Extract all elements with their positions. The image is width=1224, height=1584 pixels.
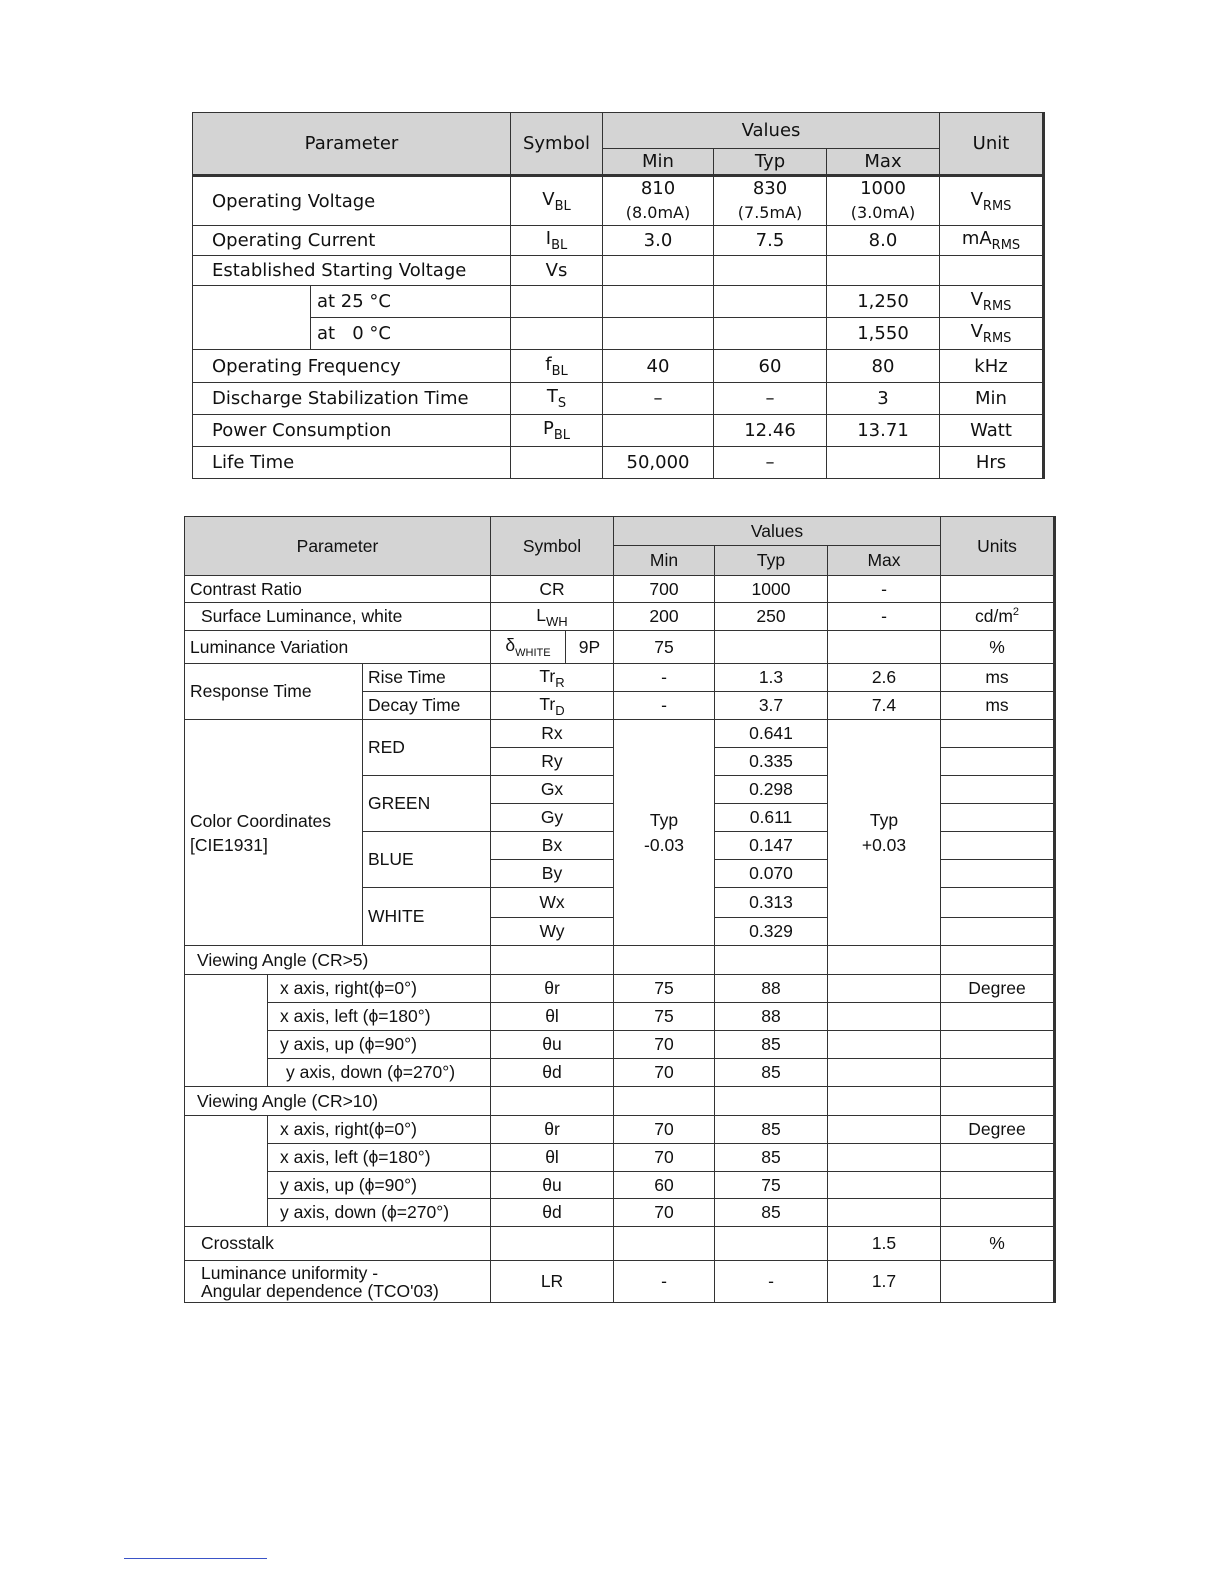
symbol-cell-2: 9P <box>566 631 614 664</box>
table-row <box>193 350 1044 383</box>
min-cell: 75 <box>614 1003 715 1031</box>
param-cell: Life Time <box>193 447 511 479</box>
optical-spec-table <box>184 516 1056 1303</box>
typ-cell: 250 <box>715 603 828 631</box>
typ-cell: 0.298 <box>715 776 828 804</box>
typ-cell: 12.46 <box>714 415 827 447</box>
param-cell: Power Consumption <box>193 415 511 447</box>
header-min: Min <box>614 546 715 576</box>
max-cell: - <box>828 576 941 603</box>
unit-cell: kHz <box>940 350 1044 383</box>
param-cell: Luminance uniformity - Angular dependence (TCO'03) <box>185 1261 491 1303</box>
angle-label: x axis, left (ϕ=180°) <box>268 1144 491 1172</box>
max-cell: 1,250 <box>827 286 940 318</box>
table-row <box>185 720 1055 748</box>
header-symbol: Symbol <box>491 517 614 576</box>
unit-cell: % <box>941 1227 1055 1261</box>
max-cell: 1,550 <box>827 318 940 350</box>
table-row <box>193 383 1044 415</box>
unit-cell: $V_{RMS}$ <box>940 318 1044 350</box>
angle-label: x axis, left (ϕ=180°) <box>268 1003 491 1031</box>
table-row <box>185 603 1055 631</box>
table-row <box>185 1087 1055 1116</box>
symbol-cell: Vs <box>511 256 603 286</box>
typ-cell: 1.3 <box>715 664 828 692</box>
symbol-cell: Wx <box>491 888 614 918</box>
typ-cell: 830 (7.5mA) <box>714 176 827 226</box>
header-parameter: Parameter <box>185 517 491 576</box>
typ-cell: 0.611 <box>715 804 828 832</box>
table-row <box>185 664 1055 692</box>
symbol-cell: Wy <box>491 918 614 946</box>
param-cell: Response Time <box>185 664 363 720</box>
symbol-cell: θu <box>491 1172 614 1199</box>
param-cell: Operating Voltage <box>193 176 511 226</box>
unit-cell: $mA_{RMS}$ <box>940 226 1044 256</box>
param-cell: Crosstalk <box>185 1227 491 1261</box>
angle-label: y axis, up (ϕ=90°) <box>268 1031 491 1059</box>
typ-cell: 75 <box>715 1172 828 1199</box>
table-row <box>193 447 1044 479</box>
color-group-blue: BLUE <box>363 832 491 888</box>
table-row <box>185 1199 1055 1227</box>
min-cell: 75 <box>614 975 715 1003</box>
header-symbol: Symbol <box>511 113 603 176</box>
symbol-cell: θl <box>491 1003 614 1031</box>
param-cell: Operating Frequency <box>193 350 511 383</box>
min-cell: 200 <box>614 603 715 631</box>
symbol-cell: Bx <box>491 832 614 860</box>
max-cell: 1000 (3.0mA) <box>827 176 940 226</box>
min-cell: 70 <box>614 1031 715 1059</box>
typ-cell: 85 <box>715 1144 828 1172</box>
symbol-cell: LR <box>491 1261 614 1303</box>
table-row <box>185 1144 1055 1172</box>
min-cell: 70 <box>614 1116 715 1144</box>
min-cell: 60 <box>614 1172 715 1199</box>
min-cell: - <box>614 664 715 692</box>
max-cell: 1.5 <box>828 1227 941 1261</box>
max-cell: 2.6 <box>828 664 941 692</box>
angle-label: x axis, right(ϕ=0°) <box>268 1116 491 1144</box>
symbol-cell: Gy <box>491 804 614 832</box>
header-typ: Typ <box>715 546 828 576</box>
typ-cell: 0.335 <box>715 748 828 776</box>
unit-cell: ms <box>941 692 1055 720</box>
min-cell: 40 <box>603 350 714 383</box>
table-row <box>185 576 1055 603</box>
table-row <box>185 946 1055 975</box>
min-cell: 75 <box>614 631 715 664</box>
typ-cell: 7.5 <box>714 226 827 256</box>
symbol-cell: $P_{BL}$ <box>511 415 603 447</box>
symbol-cell: θr <box>491 975 614 1003</box>
typ-cell: 0.329 <box>715 918 828 946</box>
typ-cell: 0.147 <box>715 832 828 860</box>
max-cell: 1.7 <box>828 1261 941 1303</box>
color-group-red: RED <box>363 720 491 776</box>
angle-label: y axis, up (ϕ=90°) <box>268 1172 491 1199</box>
table-row <box>185 1172 1055 1199</box>
table-row <box>185 975 1055 1003</box>
min-cell: 3.0 <box>603 226 714 256</box>
typ-cell: 60 <box>714 350 827 383</box>
header-max: Max <box>827 149 940 176</box>
table-row <box>193 226 1044 256</box>
param-cell: Operating Current <box>193 226 511 256</box>
typ-cell: 85 <box>715 1059 828 1087</box>
min-cell: - <box>614 692 715 720</box>
table-row <box>185 1059 1055 1087</box>
color-param-cell: Color Coordinates [CIE1931] <box>185 720 363 946</box>
table-row <box>185 631 1055 664</box>
symbol-cell: θd <box>491 1199 614 1227</box>
max-cell: 7.4 <box>828 692 941 720</box>
header-units: Units <box>941 517 1055 576</box>
param-cell: Surface Luminance, white <box>185 603 491 631</box>
typ-cell: 3.7 <box>715 692 828 720</box>
symbol-cell: $Tr_D$ <box>491 692 614 720</box>
angle-label: y axis, down (ϕ=270°) <box>268 1199 491 1227</box>
section-title: Viewing Angle (CR>5) <box>185 946 491 975</box>
typ-cell: 0.641 <box>715 720 828 748</box>
min-cell: – <box>603 383 714 415</box>
color-max-cell: Typ +0.03 <box>828 720 941 946</box>
sub-param-cell: Decay Time <box>363 692 491 720</box>
table-row <box>193 286 1044 318</box>
unit-cell: % <box>941 631 1055 664</box>
typ-cell: - <box>715 1261 828 1303</box>
typ-cell: – <box>714 383 827 415</box>
backlight-spec-table <box>192 112 1045 479</box>
symbol-cell: Rx <box>491 720 614 748</box>
symbol-cell: θr <box>491 1116 614 1144</box>
typ-cell: 88 <box>715 1003 828 1031</box>
max-cell: 13.71 <box>827 415 940 447</box>
min-cell: 810 (8.0mA) <box>603 176 714 226</box>
header-max: Max <box>828 546 941 576</box>
unit-cell: $cd/m^2$ <box>941 603 1055 631</box>
header-min: Min <box>603 149 714 176</box>
param-cell: at 25 °C <box>311 286 511 318</box>
unit-cell: Min <box>940 383 1044 415</box>
table-row <box>185 1261 1055 1303</box>
table-row <box>193 256 1044 286</box>
max-cell: - <box>828 603 941 631</box>
header-typ: Typ <box>714 149 827 176</box>
typ-cell: 88 <box>715 975 828 1003</box>
max-cell: 80 <box>827 350 940 383</box>
min-cell: - <box>614 1261 715 1303</box>
table-row <box>193 318 1044 350</box>
symbol-cell: By <box>491 860 614 888</box>
unit-cell: Hrs <box>940 447 1044 479</box>
unit-cell: $V_{RMS}$ <box>940 286 1044 318</box>
param-cell: at 0 °C <box>311 318 511 350</box>
section-title: Viewing Angle (CR>10) <box>185 1087 491 1116</box>
symbol-cell: θl <box>491 1144 614 1172</box>
symbol-cell: θd <box>491 1059 614 1087</box>
max-cell: 8.0 <box>827 226 940 256</box>
header-values: Values <box>614 517 941 546</box>
typ-cell: 85 <box>715 1199 828 1227</box>
min-cell: 70 <box>614 1059 715 1087</box>
unit-cell: ms <box>941 664 1055 692</box>
symbol-cell: θu <box>491 1031 614 1059</box>
max-cell: 3 <box>827 383 940 415</box>
color-group-white: WHITE <box>363 888 491 946</box>
min-cell: 700 <box>614 576 715 603</box>
param-cell: Discharge Stabilization Time <box>193 383 511 415</box>
unit-cell: Watt <box>940 415 1044 447</box>
header-values: Values <box>603 113 940 149</box>
symbol-cell: $I_{BL}$ <box>511 226 603 256</box>
symbol-cell: Ry <box>491 748 614 776</box>
unit-cell: Degree <box>941 975 1055 1003</box>
table-row <box>185 1116 1055 1144</box>
param-cell: Contrast Ratio <box>185 576 491 603</box>
header-parameter: Parameter <box>193 113 511 176</box>
table-row <box>185 1003 1055 1031</box>
typ-cell: 0.313 <box>715 888 828 918</box>
table-row <box>193 415 1044 447</box>
table-row <box>193 176 1044 226</box>
angle-label: x axis, right(ϕ=0°) <box>268 975 491 1003</box>
unit-cell: $V_{RMS}$ <box>940 176 1044 226</box>
symbol-cell: $T_S$ <box>511 383 603 415</box>
param-cell: Luminance Variation <box>185 631 491 664</box>
min-cell: 50,000 <box>603 447 714 479</box>
color-min-cell: Typ -0.03 <box>614 720 715 946</box>
symbol-cell: Gx <box>491 776 614 804</box>
symbol-cell: $\delta_{WHITE}$ <box>491 631 566 664</box>
typ-cell: 0.070 <box>715 860 828 888</box>
typ-cell: 85 <box>715 1031 828 1059</box>
angle-label: y axis, down (ϕ=270°) <box>268 1059 491 1087</box>
table-row <box>185 1227 1055 1261</box>
footnote-divider <box>124 1558 267 1559</box>
param-cell: Established Starting Voltage <box>193 256 511 286</box>
symbol-cell: CR <box>491 576 614 603</box>
min-cell: 70 <box>614 1144 715 1172</box>
symbol-cell: $V_{BL}$ <box>511 176 603 226</box>
unit-cell: Degree <box>941 1116 1055 1144</box>
sub-param-cell: Rise Time <box>363 664 491 692</box>
typ-cell: 1000 <box>715 576 828 603</box>
table-row <box>185 1031 1055 1059</box>
color-group-green: GREEN <box>363 776 491 832</box>
symbol-cell: $L_{WH}$ <box>491 603 614 631</box>
min-cell: 70 <box>614 1199 715 1227</box>
typ-cell: 85 <box>715 1116 828 1144</box>
typ-cell: – <box>714 447 827 479</box>
header-unit: Unit <box>940 113 1044 176</box>
symbol-cell: $Tr_R$ <box>491 664 614 692</box>
symbol-cell: $f_{BL}$ <box>511 350 603 383</box>
